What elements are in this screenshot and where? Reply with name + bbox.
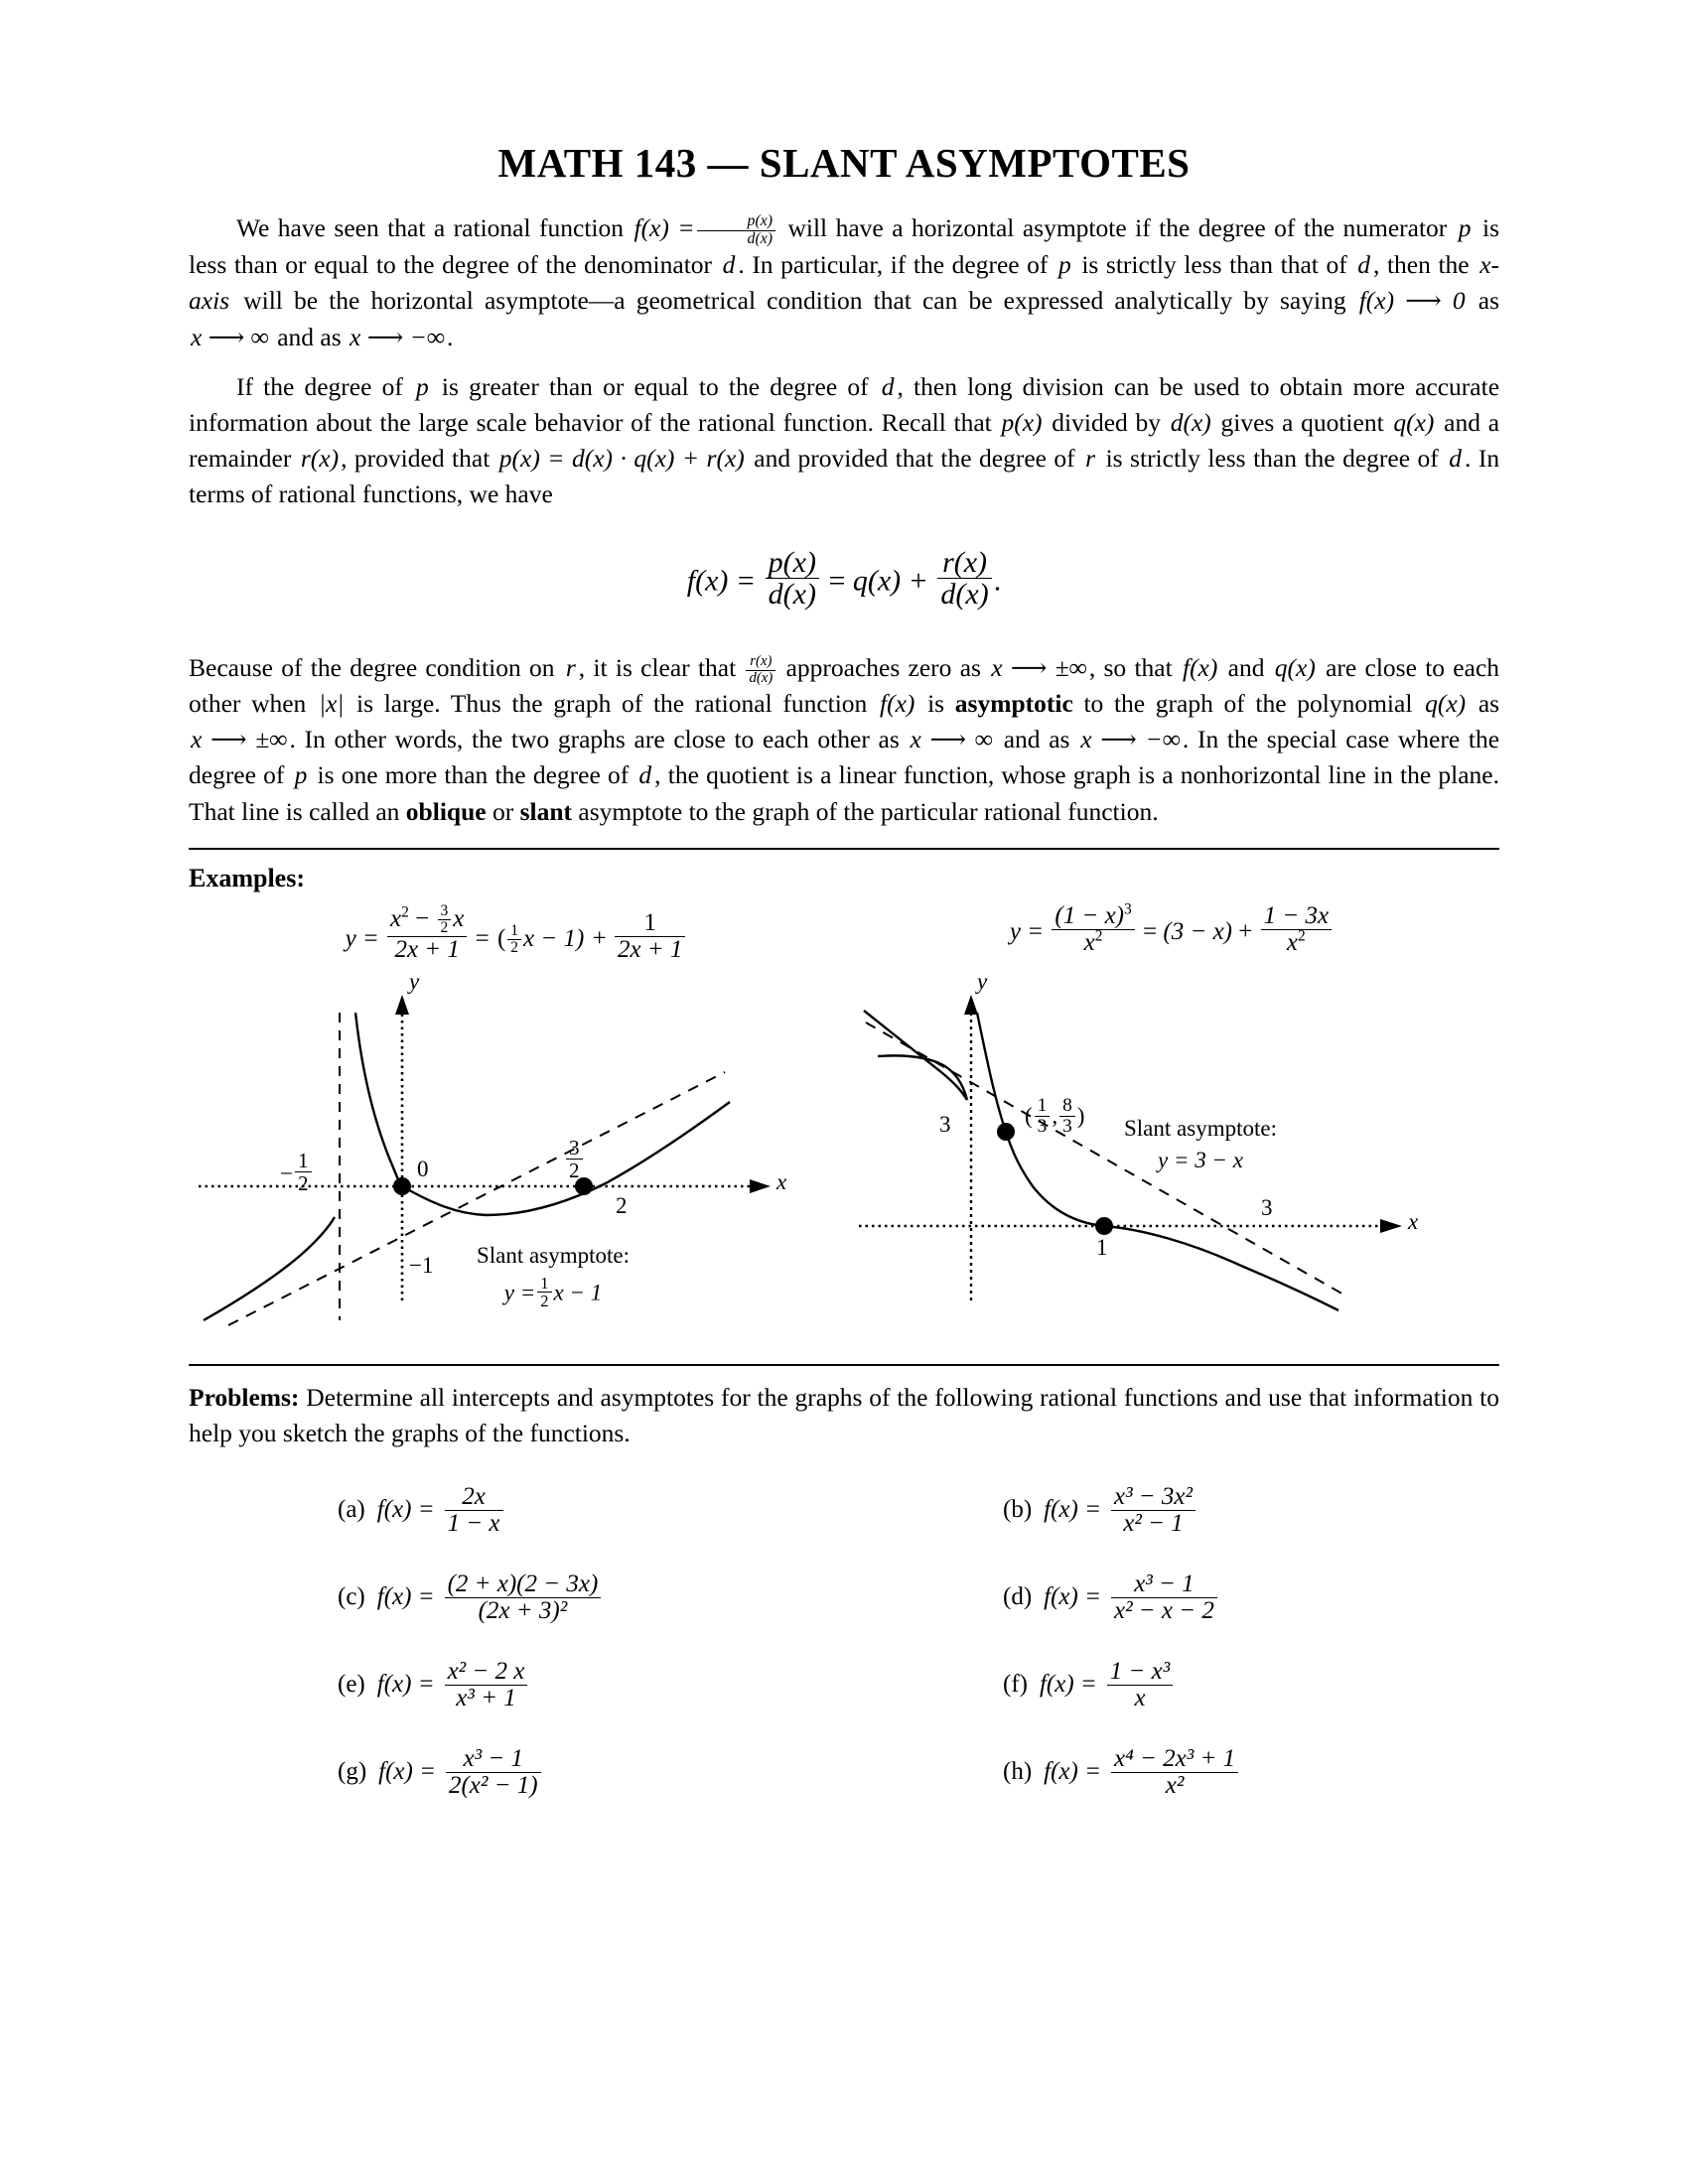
curve-left-lower (878, 1055, 967, 1100)
p2-sentence-6: and a remainder (189, 408, 1500, 474)
p3-abs-x: |x| (319, 689, 345, 719)
tick-three-halves-num: 3 (569, 1135, 580, 1160)
problem-g-fn: f(x) = (378, 1758, 436, 1786)
p3-fx: f(x) (1182, 652, 1218, 682)
intercept-point-origin (393, 1177, 411, 1195)
p2-sentence-7: , provided that (341, 444, 491, 474)
p1-sentence-2: will have a horizontal asymptote if the degree of the numerator (787, 213, 1448, 242)
ex1-y: y = (345, 924, 379, 952)
problem-e-fn: f(x) = (376, 1671, 435, 1699)
example-1-tick-three-halves (564, 1137, 585, 1181)
x-axis-arrow (750, 1179, 771, 1193)
p3-sentence-7: is large. Thus the graph of the rational function (356, 689, 868, 719)
example-1-x-axis-label: x (776, 1168, 787, 1194)
p1-sentence-1: We have seen that a rational function (236, 213, 625, 242)
divider-examples-top (189, 848, 1499, 850)
p3-bold-slant: slant (519, 796, 573, 826)
p3-sentence-1: Because of the degree condition on (189, 652, 555, 682)
ex1-note-y: y = (503, 1280, 536, 1305)
p3-sentence-4: , so that (1088, 652, 1173, 682)
example-1-tick-neg-half (280, 1150, 314, 1194)
problem-item-g (189, 1741, 834, 1803)
p3-sentence-6: are close to each other when (189, 652, 1500, 719)
p3-sentence-12: and as (1003, 725, 1070, 754)
example-1-y-axis-label: y (409, 968, 420, 994)
problem-a-num: 2x (462, 1482, 486, 1510)
p2-sentence-2: is greater than or equal to the degree of (441, 371, 869, 401)
ex2-rem-den-exp: 2 (1298, 927, 1306, 945)
example-2-point-label (1025, 1096, 1084, 1138)
p3-bold-asymptotic: asymptotic (954, 689, 1073, 719)
problem-a-fn: f(x) = (376, 1496, 435, 1524)
p1-sentence-8: as (1477, 286, 1500, 316)
example-2 (844, 899, 1499, 1346)
problem-c-fn: f(x) = (376, 1583, 435, 1611)
p1-limit-2: x ⟶ ∞ (191, 322, 269, 351)
p3-sentence-5: and (1227, 652, 1265, 682)
examples-row (189, 899, 1499, 1346)
p3-sentence-14: is one more than the degree of (317, 760, 630, 790)
ex1-rem-num: 1 (643, 909, 656, 937)
example-1 (189, 899, 844, 1346)
pt-fr2-n: 8 (1062, 1094, 1072, 1116)
ex1-note-fr-d: 2 (537, 1292, 551, 1309)
problem-item-e (189, 1654, 834, 1715)
problem-d-num: x³ − 1 (1134, 1570, 1195, 1597)
pt-fr1-n: 1 (1037, 1094, 1048, 1116)
example-2-formula (844, 900, 1499, 973)
p3-bold-oblique: oblique (405, 796, 487, 826)
problem-g-den: 2(x² − 1) (446, 1772, 541, 1799)
problem-b-den: x² − 1 (1111, 1510, 1196, 1537)
examples-heading: Examples: (189, 863, 305, 892)
problem-d-fn: f(x) = (1044, 1583, 1101, 1611)
divider-examples-bottom (189, 1364, 1499, 1366)
example-2-x-axis-label: x (1408, 1208, 1419, 1234)
ex1-q-fr-n: 1 (510, 922, 519, 940)
problems-instructions: Determine all intercepts and asymptotes for the graphs of the following rational functions and use that information to help you sketch the graphs of the functions. (189, 1382, 1500, 1448)
tick-neg-half-den: 2 (295, 1171, 312, 1194)
p2-sentence-1: If the degree of (236, 371, 403, 401)
p2-sentence-5: gives a quotient (1220, 408, 1384, 438)
example-1-asymptote-note (477, 1243, 630, 1310)
display-equation (189, 547, 1499, 611)
paragraph-asymptotic (189, 650, 1499, 830)
p3-frac-den: d(x) (746, 670, 775, 687)
p3-sentence-3: approaches zero as (785, 652, 981, 682)
example-1-tick-zero: 0 (417, 1156, 429, 1181)
eq-equals: = (828, 564, 846, 598)
paragraph-long-division (189, 369, 1499, 513)
p1-sentence-4: . In particular, if the degree of (738, 250, 1049, 280)
y-axis-arrow (964, 995, 978, 1015)
problem-item-h (854, 1741, 1499, 1803)
problems-heading: Problems: (189, 1382, 300, 1412)
p3-var-d: d (638, 760, 652, 790)
example-2-asymptote-line1: Slant asymptote: (1124, 1115, 1277, 1141)
p3-frac-num: r(x) (750, 653, 773, 670)
ex2-plus: + (1238, 917, 1253, 945)
p3-qx: q(x) (1274, 652, 1316, 682)
ex1-equals: = (475, 924, 490, 952)
example-1-asymptote-line2 (477, 1275, 630, 1310)
p2-dx: d(x) (1170, 408, 1211, 438)
ex2-num-exp: 3 (1124, 900, 1132, 918)
ex1-den: 2x + 1 (387, 936, 467, 963)
ex1-q-rest: x − 1) (523, 924, 585, 952)
problem-item-a (189, 1479, 834, 1541)
eq-period: . (993, 564, 1002, 598)
ex1-num-x2: x (453, 904, 465, 932)
curve-right-tail (1104, 1226, 1338, 1310)
ex2-y: y = (1009, 917, 1045, 945)
p3-limit-1: x ⟶ ±∞ (991, 652, 1087, 682)
p2-var-p: p (416, 371, 429, 401)
problem-e-num: x² − 2 x (447, 1657, 525, 1685)
ex1-q-open: ( (496, 924, 506, 952)
p2-px: p(x) (1001, 408, 1043, 438)
problem-c-den: (2x + 3)² (445, 1597, 602, 1624)
p2-var-d2: d (1449, 444, 1462, 474)
ex1-plus: + (592, 924, 607, 952)
pt-open: ( (1025, 1103, 1033, 1129)
eq-frac2-den: d(x) (937, 578, 991, 611)
example-2-tick-three-x: 3 (1261, 1194, 1273, 1220)
problem-item-c (189, 1567, 834, 1628)
page-content (189, 139, 1499, 1803)
problem-a-den: 1 − x (445, 1510, 503, 1537)
p1-sentence-6: , then the (1373, 250, 1470, 280)
p2-sentence-9: is strictly less than the degree of (1105, 444, 1439, 474)
y-axis-arrow (395, 995, 409, 1015)
p2-var-r: r (1085, 444, 1096, 474)
problem-item-b (854, 1479, 1499, 1541)
p3-sentence-2: , it is clear that (578, 652, 737, 682)
p2-qx: q(x) (1393, 408, 1435, 438)
example-1-tick-neg-one: −1 (409, 1252, 434, 1278)
tick-neg-half-num: 1 (297, 1148, 309, 1172)
p1-var-p: p (1458, 213, 1472, 242)
p3-sentence-11: . In other words, the two graphs are close to each other as (289, 725, 900, 754)
p1-limit-3: x ⟶ −∞ (350, 322, 446, 351)
problem-h-num: x⁴ − 2x³ + 1 (1113, 1744, 1236, 1772)
p1-sentence-7: will be the horizontal asymptote—a geometrical condition that can be expressed analytically by saying (243, 286, 1346, 316)
x-axis-arrow (1380, 1219, 1402, 1233)
example-1-graph (189, 968, 844, 1342)
ex1-note-rest: x − 1 (553, 1280, 603, 1305)
p2-sentence-4: divided by (1052, 408, 1161, 438)
problem-g-num: x³ − 1 (463, 1744, 524, 1772)
problem-d-den: x² − x − 2 (1111, 1597, 1217, 1624)
p3-sentence-10: as (1477, 689, 1500, 719)
eq-lhs: f(x) = (686, 564, 757, 598)
p2-sentence-3: , then long division can be used to obtain more accurate information about the large scale behavior of the rational function. Recall that (189, 371, 1500, 438)
p3-limit-3: x ⟶ ∞ (910, 725, 993, 754)
p1-x-axis: x-axis (189, 250, 1499, 316)
ex1-num-minus: − (415, 904, 430, 932)
problem-e-tag: (e) (338, 1671, 365, 1699)
p1-var-d2: d (1357, 250, 1371, 280)
p2-var-d: d (881, 371, 895, 401)
p3-limit-4: x ⟶ −∞ (1080, 725, 1181, 754)
paragraph-intro (189, 210, 1499, 355)
problem-d-tag: (d) (1003, 1583, 1033, 1611)
ex1-num-fr-n: 3 (440, 901, 449, 919)
ex2-equals: = (1143, 917, 1158, 945)
p3-limit-2: x ⟶ ±∞ (191, 725, 288, 754)
problem-h-fn: f(x) = (1044, 1758, 1101, 1786)
eq-frac2-num: r(x) (942, 545, 988, 579)
example-2-y-axis-label: y (977, 968, 988, 994)
p3-sentence-8: is (927, 689, 945, 719)
eq-quotient: q(x) + (852, 564, 928, 598)
pt-fr2-d: 3 (1059, 1116, 1075, 1137)
ex1-num-x: x (390, 904, 402, 932)
p3-sentence-13: . In the special case where the degree of (189, 725, 1500, 790)
problem-c-num: (2 + x)(2 − 3x) (447, 1570, 599, 1597)
problem-b-num: x³ − 3x² (1113, 1482, 1194, 1510)
problem-f-den: x (1107, 1685, 1173, 1711)
p2-division-identity: p(x) = d(x) · q(x) + r(x) (498, 444, 745, 474)
pt-fr1-d: 3 (1035, 1116, 1051, 1137)
problem-f-num: 1 − x³ (1109, 1657, 1171, 1685)
problem-item-f (854, 1654, 1499, 1715)
example-2-tick-three-y: 3 (939, 1111, 951, 1137)
problem-f-tag: (f) (1003, 1671, 1028, 1699)
p1-frac-num: p(x) (747, 212, 773, 230)
p1-sentence-10: . (447, 322, 454, 351)
p1-sentence-3: is less than or equal to the degree of the denominator (189, 213, 1499, 280)
example-2-tick-one-x: 1 (1096, 1234, 1108, 1260)
p3-var-r: r (565, 652, 576, 682)
p2-sentence-10: . In terms of rational functions, we have (189, 444, 1500, 509)
problem-c-tag: (c) (338, 1583, 365, 1611)
page-title: MATH 143 — SLANT ASYMPTOTES (497, 140, 1191, 186)
problem-b-fn: f(x) = (1044, 1496, 1101, 1524)
p2-rx: r(x) (300, 444, 340, 474)
p1-sentence-9: and as (277, 322, 342, 351)
p3-qx2: q(x) (1425, 689, 1467, 719)
ex1-q-fr-d: 2 (507, 939, 521, 956)
p1-fx: f(x) = (633, 213, 695, 242)
ex1-num-fr-d: 2 (438, 919, 452, 936)
example-2-asymptote-note (1124, 1116, 1277, 1173)
p3-sentence-16: or (492, 796, 514, 826)
example-1-asymptote-line1: Slant asymptote: (477, 1242, 630, 1268)
ex2-den-x: x (1083, 929, 1095, 957)
problem-item-d (854, 1567, 1499, 1628)
example-2-graph (844, 968, 1499, 1342)
curve-upper-branch (355, 1013, 402, 1186)
ex2-quotient: (3 − x) (1163, 917, 1232, 945)
p3-sentence-9: to the graph of the polynomial (1083, 689, 1413, 719)
problem-h-tag: (h) (1003, 1758, 1033, 1786)
p1-sentence-5: is strictly less than that of (1081, 250, 1347, 280)
ex2-rem-den-x: x (1286, 929, 1299, 957)
ex2-rem-num: 1 − 3x (1263, 901, 1330, 929)
ex1-note-fr-n: 1 (540, 1273, 549, 1293)
p1-var-p2: p (1058, 250, 1071, 280)
p1-limit-1: f(x) ⟶ 0 (1358, 286, 1466, 316)
ex2-num: (1 − x) (1055, 901, 1125, 929)
problems-grid (189, 1479, 1499, 1803)
ex2-den-exp: 2 (1094, 927, 1103, 945)
p1-var-d: d (722, 250, 736, 280)
problem-a-tag: (a) (338, 1496, 365, 1524)
example-1-tick-two: 2 (616, 1192, 628, 1218)
eq-frac1-den: d(x) (766, 578, 819, 611)
example-2-asymptote-line2: y = 3 − x (1158, 1147, 1243, 1172)
pt-comma: , (1052, 1103, 1058, 1129)
tick-neg-half-sign: − (280, 1160, 293, 1186)
problem-h-den: x² (1111, 1772, 1238, 1799)
problems-paragraph (189, 1380, 1499, 1451)
tick-three-halves-den: 2 (566, 1159, 583, 1181)
eq-frac1-num: p(x) (768, 545, 816, 579)
p3-sentence-17: asymptote to the graph of the particular rational function. (578, 796, 1159, 826)
pt-close: ) (1076, 1103, 1085, 1129)
p3-var-p: p (294, 760, 308, 790)
intercept-point-one (1095, 1217, 1113, 1235)
p3-sentence-15: , the quotient is a linear function, whose graph is a nonhorizontal line in the plane. That line is called an (189, 760, 1499, 826)
problem-b-tag: (b) (1003, 1496, 1033, 1524)
p1-frac-den: d(x) (697, 230, 775, 248)
problem-g-tag: (g) (338, 1758, 367, 1786)
problem-f-fn: f(x) = (1039, 1671, 1097, 1699)
problem-e-den: x³ + 1 (445, 1685, 528, 1711)
p2-sentence-8: and provided that the degree of (754, 444, 1075, 474)
point-one-third-eight-thirds (997, 1123, 1015, 1141)
ex1-rem-den: 2x + 1 (615, 936, 685, 963)
ex1-num-exp: 2 (401, 903, 409, 921)
p3-fx2: f(x) (880, 689, 915, 719)
example-1-formula (189, 903, 844, 973)
